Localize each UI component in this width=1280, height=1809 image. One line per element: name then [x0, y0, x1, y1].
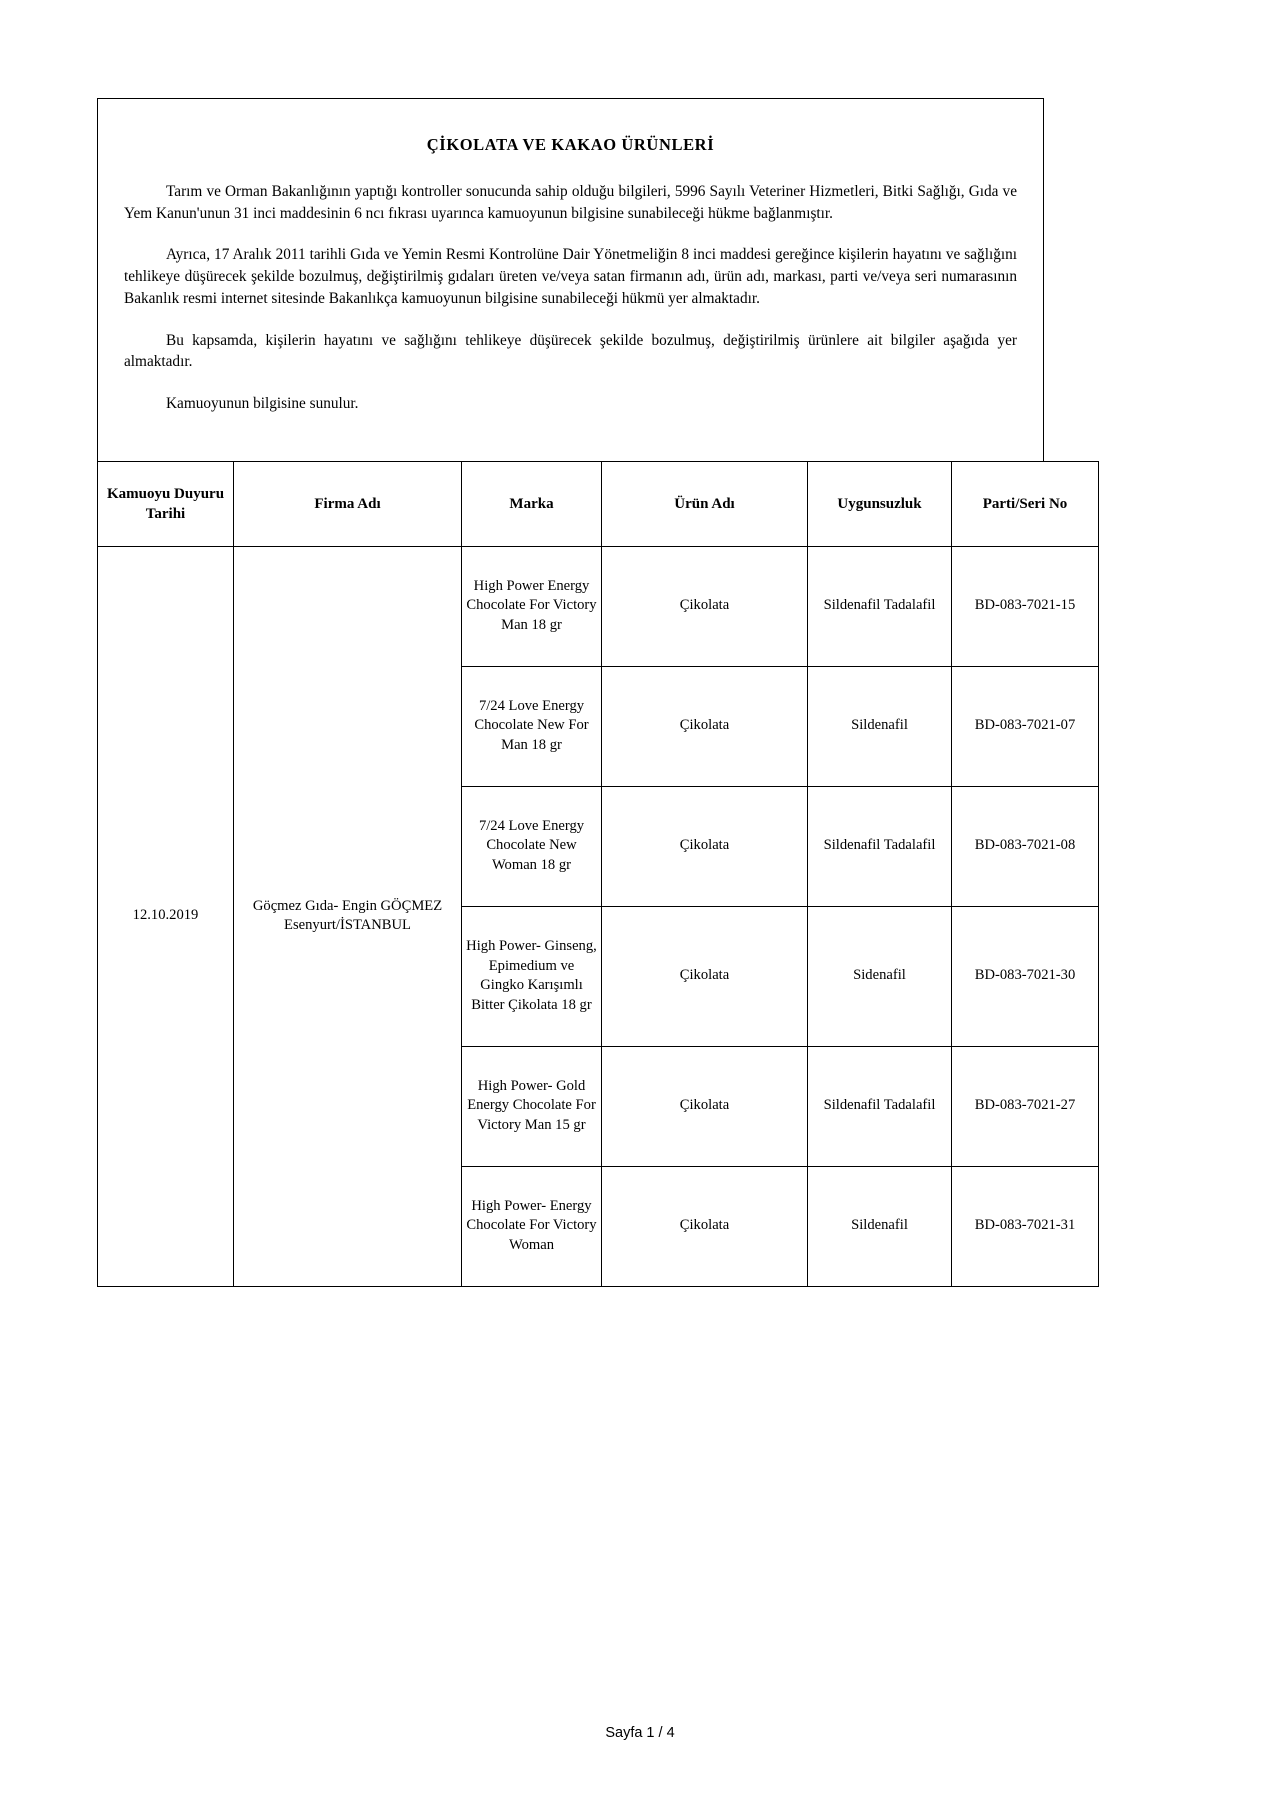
paragraph-4: Kamuoyunun bilgisine sunulur.	[166, 395, 359, 413]
paragraph-1: Tarım ve Orman Bakanlığının yaptığı kontroller sonucunda sahip olduğu bilgileri, 5996 Sayılı Veteriner Hizmetleri, Bitki Sağlığı, Gıda ve Yem Kanun'unun 31 inci maddesinin 6 ncı fıkrası uyarınca kamuoyunun bilgisine sunabileceği hükme bağlanmıştır.	[124, 183, 1017, 222]
cell-batch-number: BD-083-7021-31	[952, 1166, 1099, 1286]
page-footer: Sayfa 1 / 4	[605, 1725, 675, 1741]
cell-product-name: Çikolata	[602, 786, 808, 906]
column-header-firm: Firma Adı	[234, 461, 462, 546]
cell-batch-number: BD-083-7021-27	[952, 1046, 1099, 1166]
violations-table	[97, 461, 1099, 1287]
cell-brand: 7/24 Love Energy Chocolate New For Man 18 gr	[462, 666, 602, 786]
cell-firm-name: Göçmez Gıda- Engin GÖÇMEZ Esenyurt/İSTANBUL	[234, 546, 462, 1286]
column-header-brand: Marka	[462, 461, 602, 546]
column-header-nonconformity: Uygunsuzluk	[808, 461, 952, 546]
cell-nonconformity: Sildenafil Tadalafil	[808, 1046, 952, 1166]
column-header-batch: Parti/Seri No	[952, 461, 1099, 546]
column-header-product: Ürün Adı	[602, 461, 808, 546]
table-row	[98, 546, 1099, 666]
page-title: ÇİKOLATA VE KAKAO ÜRÜNLERİ	[426, 135, 715, 154]
cell-product-name: Çikolata	[602, 906, 808, 1046]
cell-batch-number: BD-083-7021-07	[952, 666, 1099, 786]
cell-nonconformity: Sildenafil Tadalafil	[808, 786, 952, 906]
cell-nonconformity: Sildenafil	[808, 666, 952, 786]
cell-product-name: Çikolata	[602, 1046, 808, 1166]
paragraph-3: Bu kapsamda, kişilerin hayatını ve sağlığını tehlikeye düşürecek şekilde bozulmuş, değiştirilmiş ürünlere ait bilgiler aşağıda yer almaktadır.	[124, 331, 1017, 371]
cell-nonconformity: Sildenafil Tadalafil	[808, 546, 952, 666]
paragraph-2: Ayrıca, 17 Aralık 2011 tarihli Gıda ve Yemin Resmi Kontrolüne Dair Yönetmeliğin 8 inci maddesi gereğince kişilerin hayatını ve sağlığını tehlikeye düşürecek şekilde bozulmuş, değiştirilmiş gıdaları üreten ve/veya satan firmanın adı, ürün adı, markası, parti ve/veya seri numarasının Bakanlık resmi internet sitesinde Bakanlıkça kamuoyunun bilgisine sunabileceği hükmü yer almaktadır.	[124, 246, 1017, 307]
cell-product-name: Çikolata	[602, 666, 808, 786]
cell-brand: 7/24 Love Energy Chocolate New Woman 18 gr	[462, 786, 602, 906]
cell-brand: High Power- Energy Chocolate For Victory Woman	[462, 1166, 602, 1286]
cell-brand: High Power Energy Chocolate For Victory Man 18 gr	[462, 546, 602, 666]
cell-batch-number: BD-083-7021-08	[952, 786, 1099, 906]
cell-nonconformity: Sildenafil	[808, 1166, 952, 1286]
intro-text-block	[98, 99, 1043, 461]
table-header	[98, 461, 1099, 546]
table-body	[98, 546, 1099, 1286]
cell-product-name: Çikolata	[602, 1166, 808, 1286]
cell-announcement-date: 12.10.2019	[98, 546, 234, 1286]
column-header-date: Kamuoyu Duyuru Tarihi	[98, 461, 234, 546]
cell-brand: High Power- Gold Energy Chocolate For Victory Man 15 gr	[462, 1046, 602, 1166]
cell-product-name: Çikolata	[602, 546, 808, 666]
intro-frame	[97, 98, 1044, 462]
cell-batch-number: BD-083-7021-15	[952, 546, 1099, 666]
cell-batch-number: BD-083-7021-30	[952, 906, 1099, 1046]
table-header-row	[98, 461, 1099, 546]
cell-nonconformity: Sidenafil	[808, 906, 952, 1046]
cell-brand: High Power- Ginseng, Epimedium ve Gingko Karışımlı Bitter Çikolata 18 gr	[462, 906, 602, 1046]
